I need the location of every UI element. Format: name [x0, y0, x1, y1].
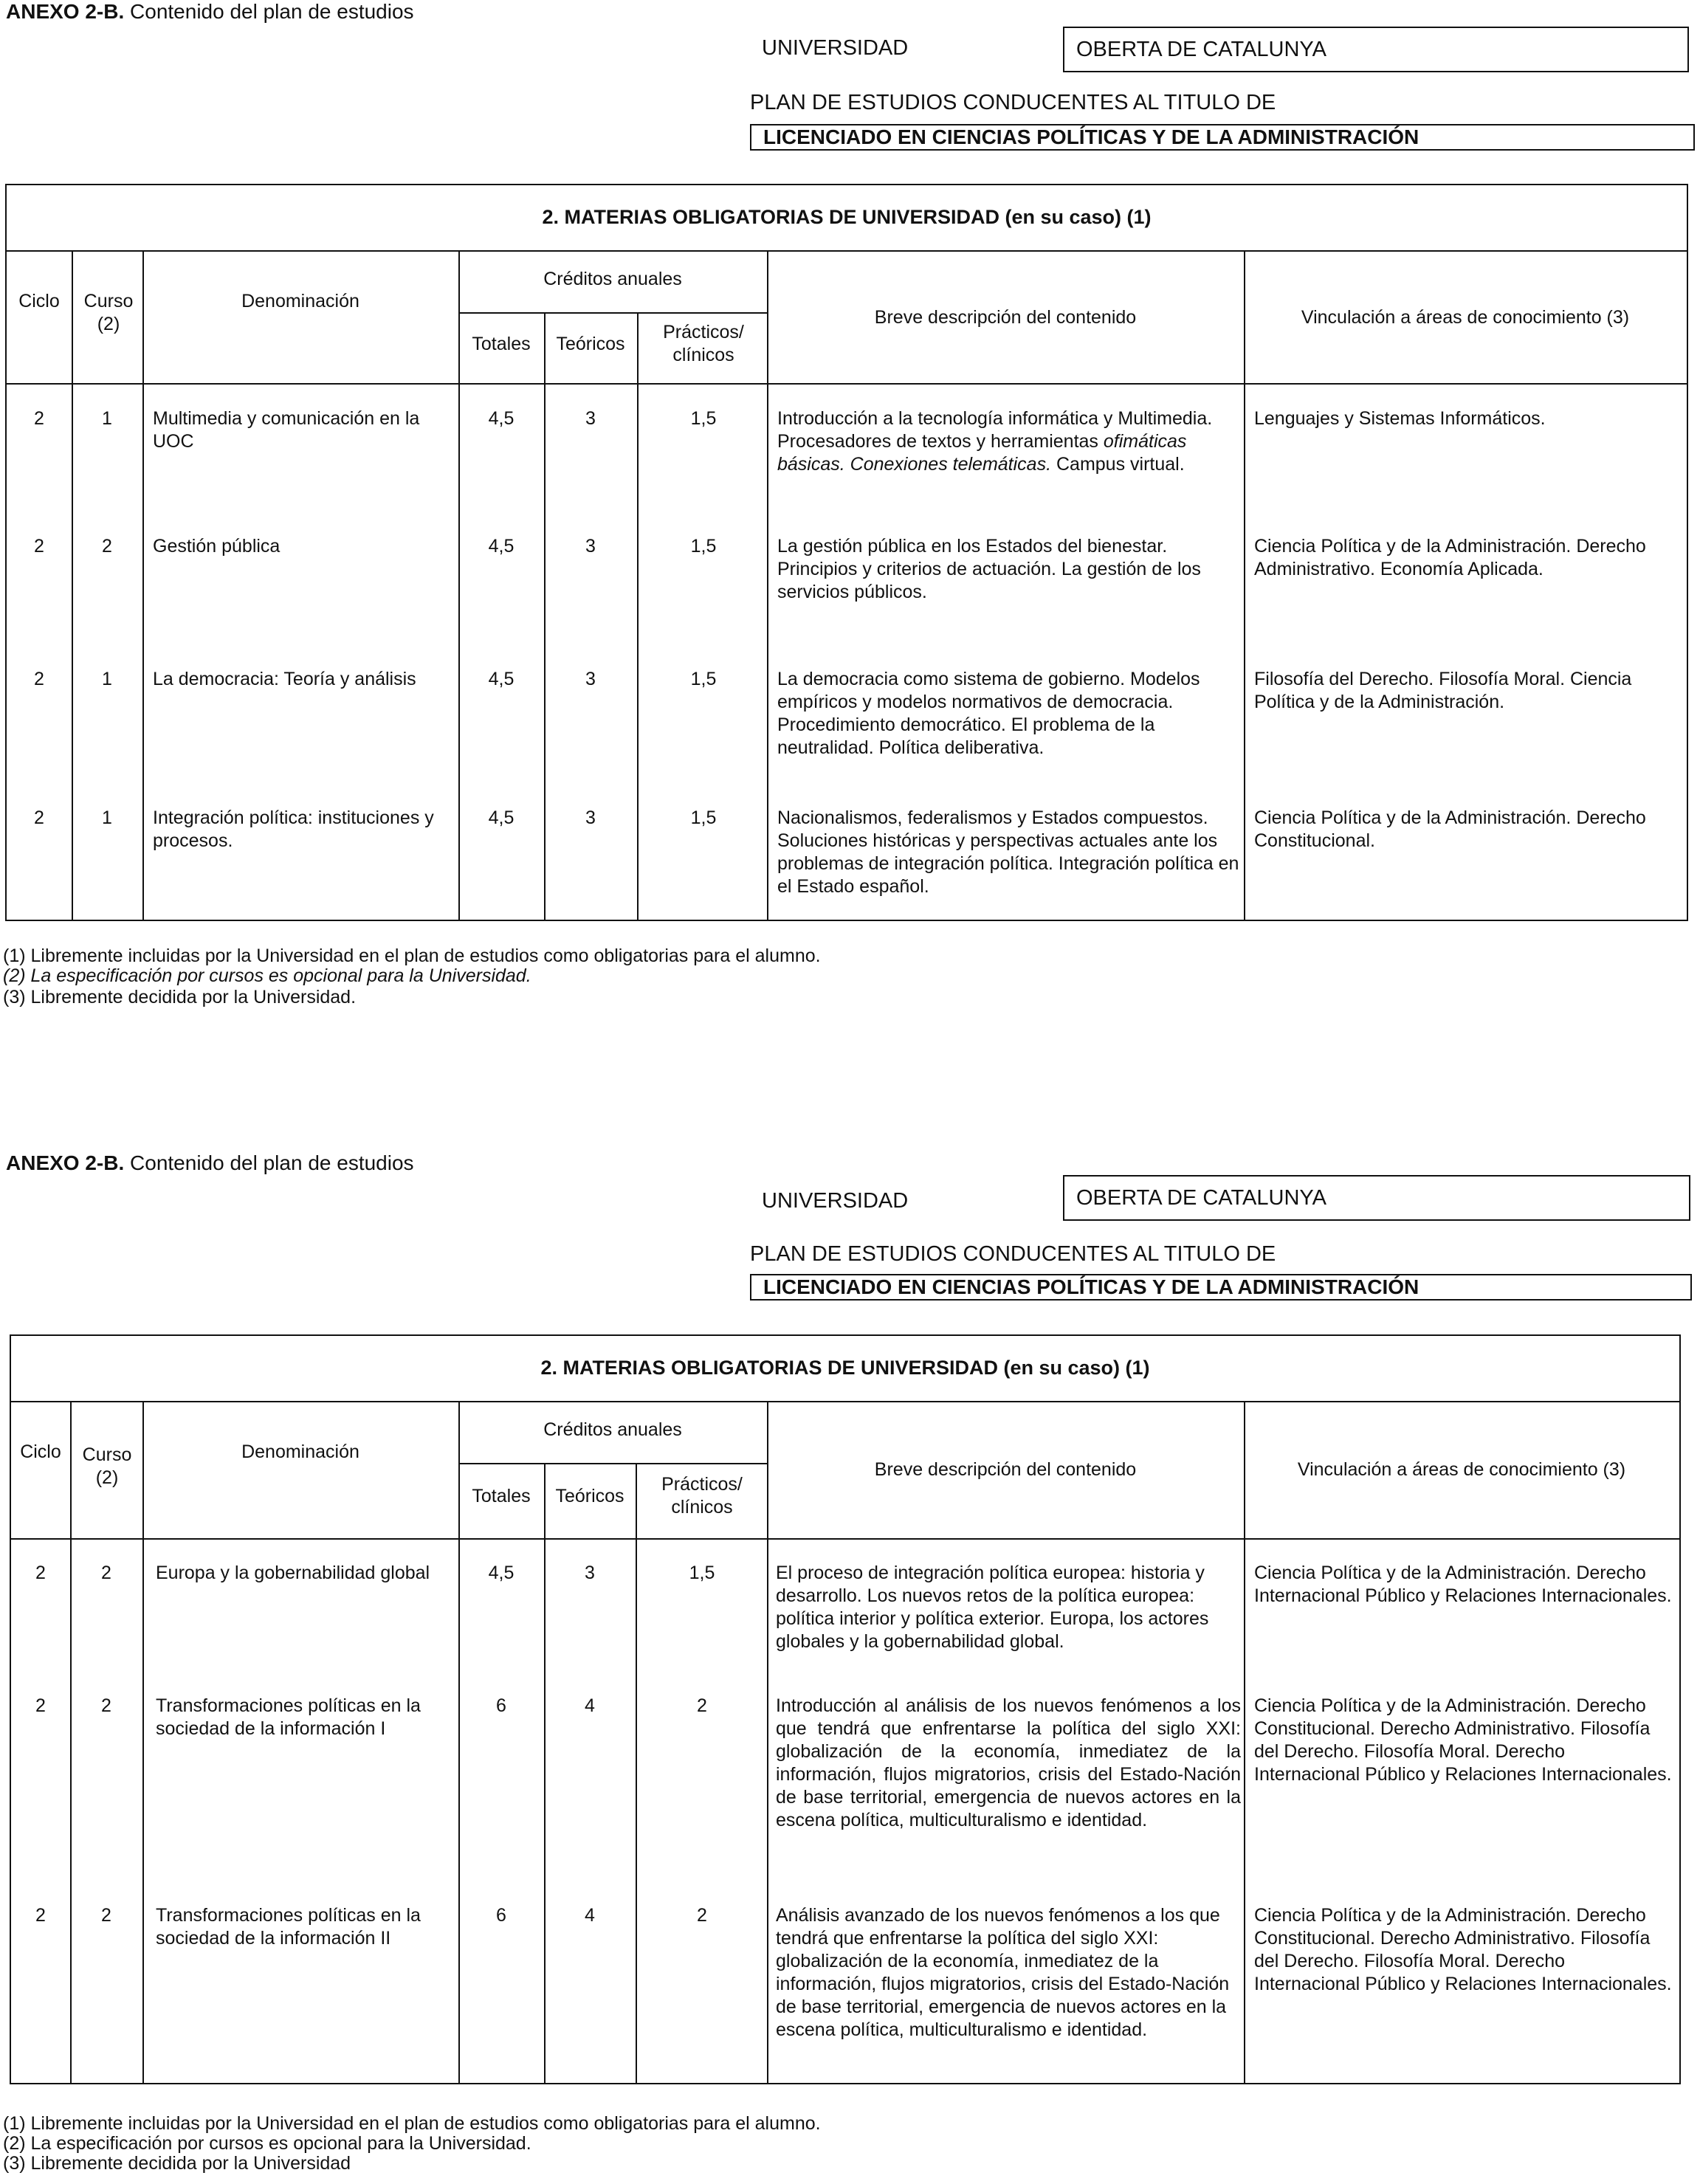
cell-vinculacion: Lenguajes y Sistemas Informáticos.	[1254, 408, 1546, 429]
page-2	[0, 1151, 1700, 2184]
cell-descripcion: Análisis avanzado de los nuevos fenómenos a los que tendrá que enfrentarse la política del siglo XXI: globalización de la economía, inmediatez de la información, flujos migratorios, crisis del Estado-Nación de base territorial, emergencia de nuevos actores en la escena política, multiculturalismo e identidad.	[776, 1905, 1230, 2040]
cell-teoricos: 4	[585, 1905, 595, 1926]
cell-descripcion: El proceso de integración política europea: historia y desarrollo. Los nuevos retos de la política europea: política interior y política exterior. Europa, los actores globales y la gobernabilidad global.	[776, 1563, 1209, 1652]
col-practicos: Prácticos/ clínicos	[663, 322, 744, 365]
footnote: (1) Libremente incluidas por la Universidad en el plan de estudios como obligatorias para el alumno.	[3, 945, 821, 966]
cell-practicos: 1,5	[690, 408, 717, 429]
universidad-value: OBERTA DE CATALUNYA	[1063, 1175, 1690, 1221]
cell-totales: 6	[496, 1695, 506, 1716]
titulo-value: LICENCIADO EN CIENCIAS POLÍTICAS Y DE LA ADMINISTRACIÓN	[750, 124, 1695, 151]
cell-totales: 6	[496, 1905, 506, 1926]
materias-table	[10, 1334, 1681, 2084]
cell-totales: 4,5	[488, 408, 515, 429]
cell-denominacion: Europa y la gobernabilidad global	[156, 1563, 430, 1583]
cell-descripcion: Nacionalismos, federalismos y Estados compuestos. Soluciones históricas y perspectivas actuales ante los problemas de integración política. Integración política en el Estado español.	[777, 807, 1239, 897]
cell-practicos: 1,5	[690, 669, 717, 689]
col-descripcion: Breve descripción del contenido	[874, 307, 1137, 328]
cell-ciclo: 2	[35, 1905, 46, 1926]
cell-ciclo: 2	[34, 408, 44, 429]
cell-ciclo: 2	[34, 807, 44, 828]
cell-curso: 1	[102, 807, 112, 828]
cell-vinculacion: Ciencia Política y de la Administración. Derecho Constitucional.	[1254, 807, 1646, 851]
cell-curso: 1	[102, 669, 112, 689]
cell-denominacion: Multimedia y comunicación en la UOC	[153, 408, 420, 452]
plan-label: PLAN DE ESTUDIOS CONDUCENTES AL TITULO DE	[750, 1242, 1276, 1266]
cell-practicos: 1,5	[689, 1563, 715, 1583]
anexo-text: Contenido del plan de estudios	[124, 1151, 414, 1174]
page-1	[0, 0, 1700, 1033]
cell-descripcion: La democracia como sistema de gobierno. Modelos empíricos y modelos normativos de democracia. Procedimiento democrático. El problema de la neutralidad. Política deliberativa.	[777, 669, 1200, 758]
cell-denominacion: Gestión pública	[153, 536, 281, 557]
cell-practicos: 2	[697, 1905, 707, 1926]
cell-teoricos: 3	[585, 807, 596, 828]
cell-vinculacion: Ciencia Política y de la Administración. Derecho Constitucional. Derecho Administrativo. Filosofía del Derecho. Filosofía Moral. Derecho Internacional Público y Relaciones Internacionales.	[1254, 1695, 1672, 1785]
cell-descripcion: Introducción al análisis de los nuevos fenómenos a los que tendrá que enfrentarse la política del siglo XXI: globalización de la economía, inmediatez de la información, flujos migratorios, crisis del Estado-Nación de base territorial, emergencia de nuevos actores en la escena política, multiculturalismo e identidad.	[776, 1695, 1241, 1830]
cell-curso: 2	[102, 536, 112, 557]
footnote: (3) Libremente decidida por la Universidad.	[3, 987, 357, 1007]
col-teoricos: Teóricos	[556, 334, 625, 354]
cell-teoricos: 3	[585, 1563, 595, 1583]
col-totales: Totales	[472, 334, 531, 354]
col-creditos: Créditos anuales	[543, 1419, 682, 1440]
cell-teoricos: 3	[585, 536, 596, 557]
col-vinculacion: Vinculación a áreas de conocimiento (3)	[1301, 307, 1630, 328]
col-curso: Curso (2)	[83, 291, 134, 334]
cell-vinculacion: Ciencia Política y de la Administración. Derecho Administrativo. Economía Aplicada.	[1254, 536, 1646, 579]
footnote: (1) Libremente incluidas por la Universidad en el plan de estudios como obligatorias para el alumno.	[3, 2113, 821, 2134]
col-ciclo: Ciclo	[18, 291, 60, 311]
cell-descripcion	[777, 407, 1241, 476]
anexo-heading	[6, 1151, 414, 1174]
plan-label: PLAN DE ESTUDIOS CONDUCENTES AL TITULO DE	[750, 91, 1276, 114]
cell-denominacion: Transformaciones políticas en la sociedad de la información I	[156, 1695, 421, 1739]
col-teoricos: Teóricos	[555, 1486, 624, 1506]
cell-practicos: 2	[697, 1695, 707, 1716]
universidad-label: UNIVERSIDAD	[762, 1189, 909, 1213]
cell-descripcion: La gestión pública en los Estados del bienestar. Principios y criterios de actuación. La gestión de los servicios públicos.	[777, 536, 1201, 602]
col-ciclo: Ciclo	[20, 1441, 61, 1462]
cell-curso: 2	[101, 1563, 111, 1583]
cell-vinculacion: Filosofía del Derecho. Filosofía Moral. Ciencia Política y de la Administración.	[1254, 669, 1632, 712]
footnote: (3) Libremente decidida por la Universidad	[3, 2153, 351, 2174]
cell-ciclo: 2	[35, 1695, 46, 1716]
cell-practicos: 1,5	[690, 807, 717, 828]
cell-totales: 4,5	[488, 536, 515, 557]
cell-denominacion: La democracia: Teoría y análisis	[153, 669, 416, 689]
descripcion-part: ofimáticas básicas. Conexiones telemáticas.	[777, 431, 1187, 475]
materias-table	[5, 184, 1688, 921]
footnote: (2) La especificación por cursos es opcional para la Universidad.	[3, 2133, 531, 2154]
cell-totales: 4,5	[488, 807, 515, 828]
table-title: 2. MATERIAS OBLIGATORIAS DE UNIVERSIDAD (en su caso) (1)	[542, 206, 1152, 228]
col-denominacion: Denominación	[241, 291, 359, 311]
cell-practicos: 1,5	[690, 536, 717, 557]
cell-teoricos: 3	[585, 408, 596, 429]
col-curso: Curso (2)	[82, 1444, 132, 1488]
col-denominacion: Denominación	[241, 1441, 359, 1462]
cell-curso: 2	[101, 1905, 111, 1926]
universidad-label: UNIVERSIDAD	[762, 36, 909, 60]
cell-denominacion: Transformaciones políticas en la sociedad de la información II	[156, 1905, 421, 1949]
cell-totales: 4,5	[488, 1563, 515, 1583]
cell-vinculacion: Ciencia Política y de la Administración. Derecho Internacional Público y Relaciones Internacionales.	[1254, 1563, 1672, 1606]
cell-ciclo: 2	[34, 536, 44, 557]
table-title: 2. MATERIAS OBLIGATORIAS DE UNIVERSIDAD (en su caso) (1)	[540, 1357, 1150, 1379]
cell-vinculacion: Ciencia Política y de la Administración. Derecho Constitucional. Derecho Administrativo. Filosofía del Derecho. Filosofía Moral. Derecho Internacional Público y Relaciones Internacionales.	[1254, 1905, 1672, 1994]
cell-teoricos: 4	[585, 1695, 595, 1716]
col-vinculacion: Vinculación a áreas de conocimiento (3)	[1297, 1459, 1626, 1480]
cell-curso: 2	[101, 1695, 111, 1716]
descripcion-part: Campus virtual.	[1056, 454, 1185, 475]
col-practicos: Prácticos/ clínicos	[661, 1474, 743, 1518]
footnote: (2) La especificación por cursos es opcional para la Universidad.	[3, 965, 531, 986]
col-creditos: Créditos anuales	[543, 269, 682, 289]
cell-totales: 4,5	[488, 669, 515, 689]
anexo-label: ANEXO 2-B.	[6, 0, 125, 23]
anexo-text: Contenido del plan de estudios	[124, 0, 414, 23]
universidad-value: OBERTA DE CATALUNYA	[1063, 27, 1689, 72]
cell-ciclo: 2	[35, 1563, 46, 1583]
col-totales: Totales	[472, 1486, 531, 1506]
cell-denominacion: Integración política: instituciones y procesos.	[153, 807, 434, 851]
col-descripcion: Breve descripción del contenido	[874, 1459, 1137, 1480]
anexo-label: ANEXO 2-B.	[6, 1151, 125, 1174]
descripcion-part: Introducción a la tecnología informática y Multimedia. Procesadores de textos y herramientas	[777, 408, 1213, 452]
cell-ciclo: 2	[34, 669, 44, 689]
anexo-heading	[6, 0, 414, 23]
titulo-value: LICENCIADO EN CIENCIAS POLÍTICAS Y DE LA ADMINISTRACIÓN	[750, 1274, 1692, 1301]
cell-teoricos: 3	[585, 669, 596, 689]
cell-curso: 1	[102, 408, 112, 429]
